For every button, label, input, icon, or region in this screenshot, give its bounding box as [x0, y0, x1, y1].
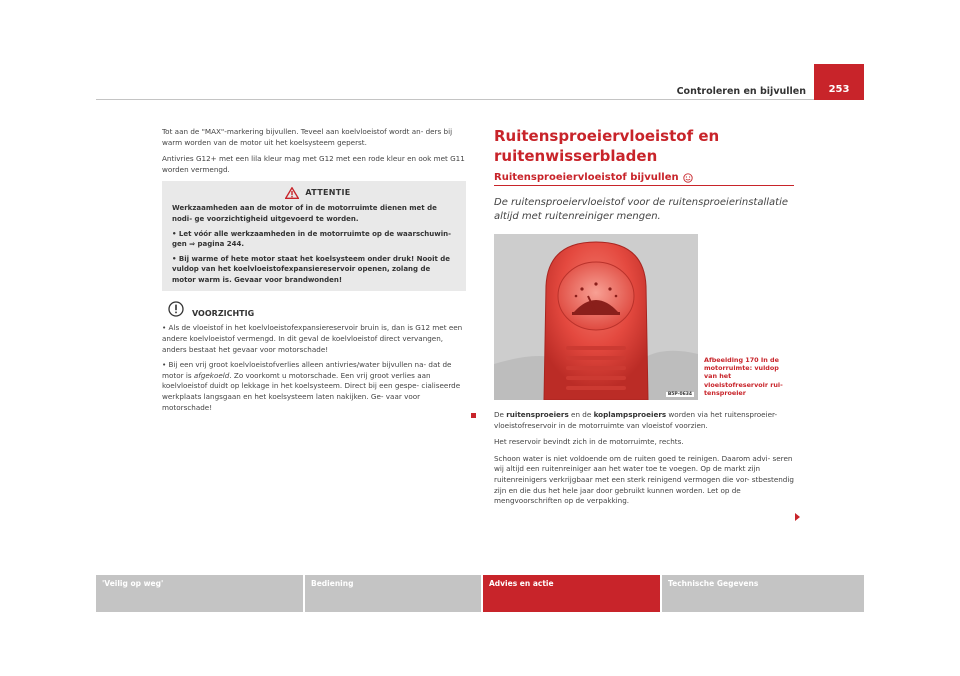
- page-header-title: Controleren en bijvullen: [676, 86, 806, 97]
- sprayers-paragraph: De ruitensproeiers en de koplampsproeiers worden via het ruitensproeier- vloeistofreservoir in de motorruimte van vloeistof voorzien.: [494, 410, 778, 430]
- warning-line-3: • Bij warme of hete motor staat het koelsysteem onder druk! Nooit de vuldop van het koelvloeistofexpansiereservoir openen, zolang de motor warm is. Gevaar voor brandwonden!: [172, 255, 451, 284]
- section-heading: Ruitensproeiervloeistof en ruitenwisserbladen: [494, 127, 720, 165]
- warning-line-1: Werkzaamheden aan de motor of in de motorruimte dienen met de nodi- ge voorzichtigheid uitgevoerd te worden.: [172, 204, 437, 223]
- caution-item-1: • Als de vloeistof in het koelvloeistofexpansiereservoir bruin is, dan is G12 met een andere koelvloeistof vermengd. In dit geval de koelvloeistof direct vervangen, anders bestaat het gevaar voor motorschade!: [162, 323, 463, 354]
- right-column: [494, 126, 794, 513]
- header-rule: [96, 99, 814, 100]
- caution-header: [168, 299, 466, 320]
- section-intro: De ruitensproeiervloeistof voor de ruitensproeierinstallatie altijd met ruitenreiniger mengen.: [494, 197, 788, 222]
- warning-line-2: • Let vóór alle werkzaamheden in de motorruimte op de waarschuwin- gen ⇒ pagina 244.: [172, 229, 451, 248]
- coolant-fill-paragraph: Tot aan de "MAX"-markering bijvullen. Teveel aan koelvloeistof wordt an- ders bij warm worden van de motor uit het koelsysteem geperst.: [162, 127, 453, 147]
- caution-section: [162, 299, 466, 413]
- warning-triangle-icon: [285, 187, 299, 199]
- figure-row: [494, 234, 794, 400]
- caution-exclamation-icon: [168, 301, 184, 317]
- tab-veilig-op-weg[interactable]: 'Veilig op weg': [96, 575, 303, 612]
- caution-title: VOORZICHTIG: [192, 308, 255, 318]
- washer-reservoir-cap-illustration: [494, 234, 698, 400]
- page-number: 253: [814, 64, 864, 100]
- section-end-marker: [471, 413, 476, 418]
- left-column: [162, 127, 466, 418]
- cleaner-advice-paragraph: Schoon water is niet voldoende om de ruiten goed te reinigen. Daarom advi- seren wij altijd een ruitenreiniger aan het water toe te voegen. Op de markt zijn ruitenreinigers verkrijgbaar met een sterk reinigend vermogen die vor- stbestendig zijn en die dus het hele jaar door gebruikt kunnen worden. Let op de mengvoorschriften op de verpakking.: [494, 453, 794, 506]
- tab-advies-en-actie[interactable]: Advies en actie: [483, 575, 660, 612]
- caution-item-2: • Bij een vrij groot koelvloeistofverlies alleen antivries/water bijvullen na- dat de motor is afgekoeld. Zo voorkomt u motorschade. Een vrij groot verlies aan koelvloeistof duidt op lekkage in het koelsysteem. Direct bij een gespe- cialiseerde werkplaats langsgaan en het koelsysteem laten nakijken. Ge- vaar voor motorschade!: [162, 360, 461, 412]
- warning-title: ATTENTIE: [305, 188, 351, 198]
- continue-arrow-icon: [795, 513, 800, 521]
- antifreeze-paragraph: Antivries G12+ met een lila kleur mag met G12 met een rode kleur en ook met G11 worden vermengd.: [162, 154, 465, 174]
- figure-code: B5P-0634: [667, 392, 692, 397]
- washer-cap-figure: [494, 234, 698, 400]
- subheading-row: [494, 172, 794, 186]
- environment-icon: [683, 173, 693, 183]
- tab-technische-gegevens[interactable]: Technische Gegevens: [662, 575, 864, 612]
- warning-header: [172, 187, 456, 199]
- figure-caption: Afbeelding 170 In de motorruimte: vuldop van het vloeistofreservoir rui- tensproeier: [704, 356, 783, 397]
- reservoir-location-paragraph: Het reservoir bevindt zich in de motorruimte, rechts.: [494, 437, 684, 447]
- body-text: [494, 410, 794, 507]
- footer-nav: [96, 575, 864, 612]
- tab-bediening[interactable]: Bediening: [305, 575, 481, 612]
- subsection-heading: Ruitensproeiervloeistof bijvullen: [494, 172, 679, 183]
- warning-box: [162, 181, 466, 290]
